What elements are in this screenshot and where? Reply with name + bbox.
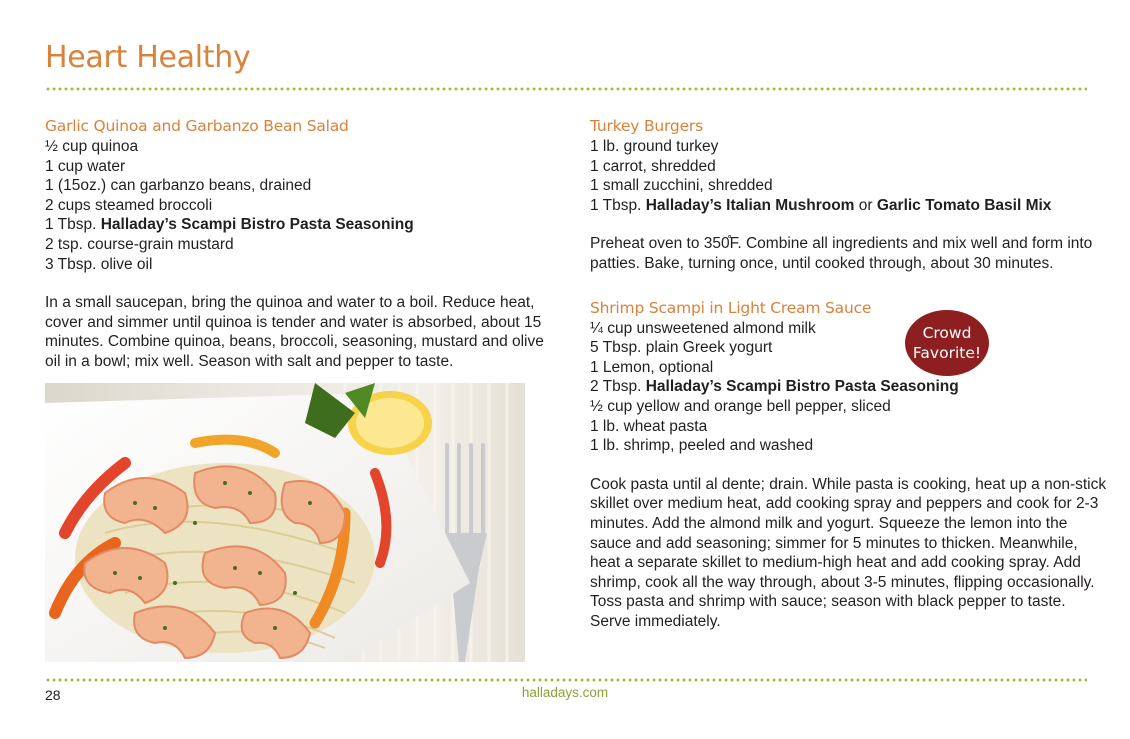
ingredient-item: 1 lb. ground turkey xyxy=(590,138,719,155)
ingredient-list xyxy=(590,319,1110,456)
bottom-dotted-divider xyxy=(45,678,1087,682)
badge-line: Favorite! xyxy=(912,344,982,362)
ingredient-item: 1 Lemon, optional xyxy=(590,358,714,376)
recipe-title: Garlic Quinoa and Garbanzo Bean Salad xyxy=(45,117,349,135)
shrimp-pasta-illustration xyxy=(45,383,525,662)
product-name: Halladay’s Scampi Bistro Pasta Seasoning xyxy=(645,378,959,396)
website-link[interactable]: halladays.com xyxy=(521,685,609,700)
recipe-garlic-quinoa xyxy=(45,116,545,372)
ingredient-item: 2 cups steamed broccoli xyxy=(45,196,213,214)
ingredient-item: 1 carrot, shredded xyxy=(590,157,716,175)
ingredient-item: 1 small zucchini, shredded xyxy=(590,177,773,195)
ingredient-amount: 1 Tbsp. xyxy=(590,196,646,214)
ingredient-item: ½ cup yellow and orange bell pepper, sliced xyxy=(590,397,891,415)
ingredient-amount: 1 Tbsp. xyxy=(45,216,101,234)
ingredient-connector: or xyxy=(854,196,877,214)
recipe-turkey-burgers xyxy=(590,116,1110,274)
page-number: 28 xyxy=(45,687,61,703)
ingredient-item: ½ cup quinoa xyxy=(45,138,139,155)
product-name: Garlic Tomato Basil Mix xyxy=(876,196,1052,214)
ingredient-item: 2 tsp. course-grain mustard xyxy=(45,235,234,253)
recipe-instructions: Cook pasta until al dente; drain. While pasta is cooking, heat up a non-stick skillet over medium heat, add cooking spray and peppers and cook for 2-3 minutes. Add the almond milk and yogurt. Squeeze the lemon into the sauce and add seasoning; simmer for 5 minutes to thicken. Meanwhile, heat a separate skillet to medium-high heat and add cooking spray. Add shrimp, cook all the way through, about 3-5 minutes, flipping occasionally. Toss pasta and shrimp with sauce; season with black pepper to taste. Serve immediately. xyxy=(590,475,1107,630)
ingredient-item xyxy=(590,377,1110,397)
ingredient-item: 1 cup water xyxy=(45,157,126,175)
ingredient-item xyxy=(590,196,1110,216)
ingredient-item: ¼ cup unsweetened almond milk xyxy=(590,319,816,337)
ingredient-item xyxy=(45,215,545,235)
shrimp-pasta-photo xyxy=(45,383,525,662)
ingredient-item: 1 lb. wheat pasta xyxy=(590,417,708,435)
ingredient-item: 5 Tbsp. plain Greek yogurt xyxy=(590,339,773,357)
product-name: Halladay’s Scampi Bistro Pasta Seasoning xyxy=(100,216,414,234)
recipe-shrimp-scampi xyxy=(590,298,1110,632)
ingredient-list xyxy=(590,137,1110,215)
ingredient-item: 1 lb. shrimp, peeled and washed xyxy=(590,437,814,455)
recipe-title: Turkey Burgers xyxy=(590,117,703,135)
ingredient-item: 1 (15oz.) can garbanzo beans, drained xyxy=(45,177,312,195)
left-column xyxy=(45,116,545,372)
recipe-instructions: Preheat oven to 350̊F. Combine all ingredients and mix well and form into patties. Bake, turning once, until cooked through, about 30 minutes. xyxy=(590,235,1093,272)
ingredient-list xyxy=(45,137,545,274)
recipe-instructions: In a small saucepan, bring the quinoa and water to a boil. Reduce heat, cover and simmer until quinoa is tender and water is absorbed, about 15 minutes. Combine quinoa, beans, broccoli, seasoning, mustard and olive oil in a bowl; mix well. Season with salt and pepper to taste. xyxy=(45,294,544,370)
badge-line: Crowd xyxy=(922,324,972,342)
right-column xyxy=(590,116,1110,631)
ingredient-amount: 2 Tbsp. xyxy=(590,378,646,396)
product-name: Halladay’s Italian Mushroom xyxy=(645,196,855,214)
page-title: Heart Healthy xyxy=(45,40,251,75)
crowd-favorite-badge xyxy=(905,310,989,376)
top-dotted-divider xyxy=(45,87,1087,91)
recipe-title: Shrimp Scampi in Light Cream Sauce xyxy=(590,298,872,317)
ingredient-item: 3 Tbsp. olive oil xyxy=(45,255,153,273)
